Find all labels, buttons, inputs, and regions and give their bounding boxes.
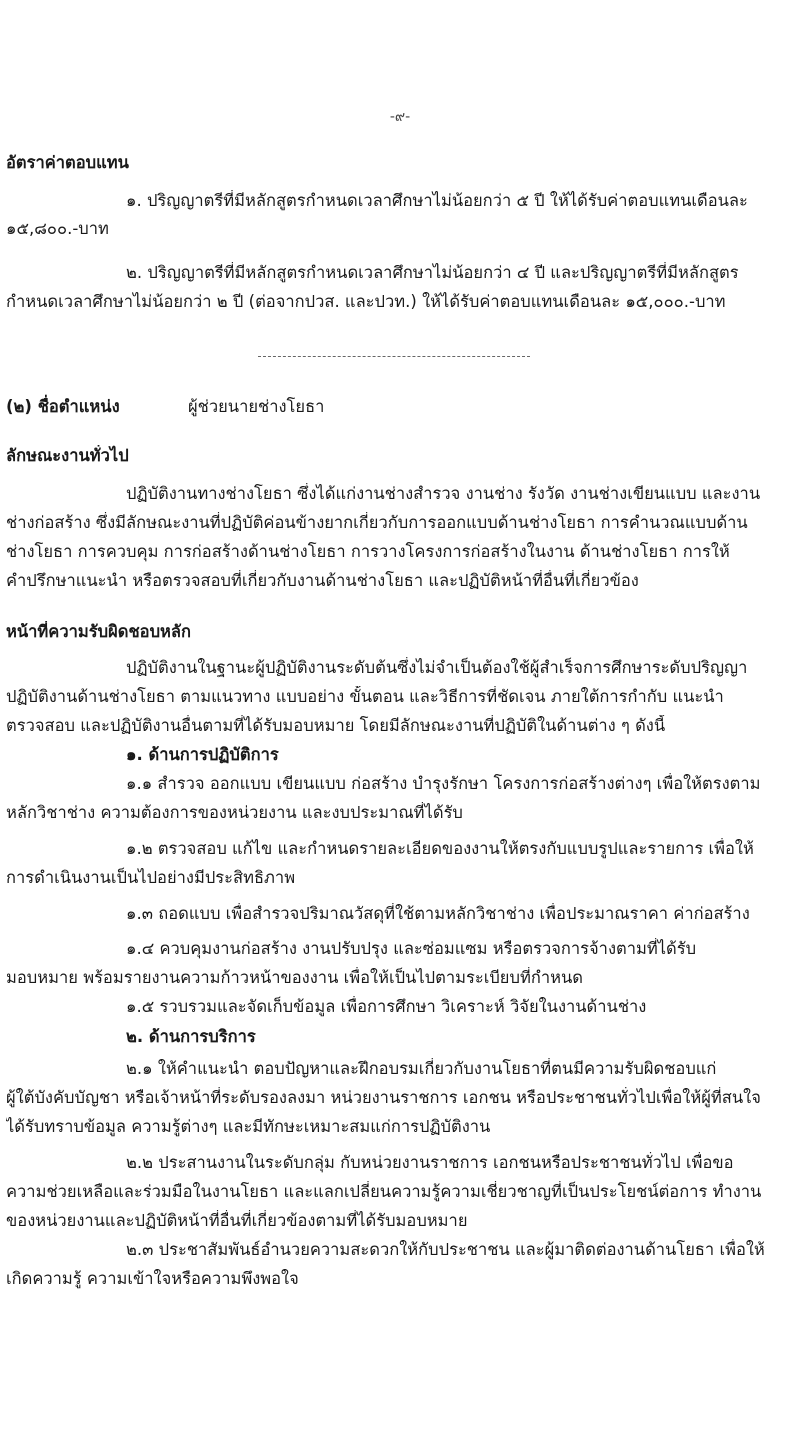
duties-intro-line: ตรวจสอบ และปฏิบัติงานอื่นตามที่ได้รับมอบหมาย โดยมีลักษณะงานที่ปฏิบัติในด้านต่าง ๆ ดังนี้ — [6, 716, 666, 735]
duty-item-cont: ผู้ใต้บังคับบัญชา หรือเจ้าหน้าที่ระดับรองลงมา หน่วยงานราชการ เอกชน หรือประชาชนทั่วไปเพื่อให้ผู้ที่สนใจ — [6, 1088, 761, 1107]
duty-item: ๑.๕ รวบรวมและจัดเก็บข้อมูล เพื่อการศึกษา วิเคราะห์ วิจัยในงานด้านช่าง — [126, 997, 647, 1016]
duty-item: ๑.๒ ตรวจสอบ แก้ไข และกำหนดรายละเอียดของงานให้ตรงกับแบบรูปและรายการ เพื่อให้ — [126, 839, 754, 858]
duties-intro-line: ปฏิบัติงานในฐานะผู้ปฏิบัติงานระดับต้นซึ่งไม่จำเป็นต้องใช้ผู้สำเร็จการศึกษาระดับปริญญา — [126, 658, 748, 677]
duties-intro-line: ปฏิบัติงานด้านช่างโยธา ตามแนวทาง แบบอย่าง ขั้นตอน และวิธีการที่ชัดเจน ภายใต้การกำกับ แนะนำ — [6, 687, 724, 706]
duty-item: ๑.๑ สำรวจ ออกแบบ เขียนแบบ ก่อสร้าง บำรุงรักษา โครงการก่อสร้างต่างๆ เพื่อให้ตรงตาม — [126, 774, 761, 793]
position-label: (๒) ชื่อตำแหน่ง — [6, 397, 120, 416]
duty-item: ๑.๓ ถอดแบบ เพื่อสำรวจปริมาณวัสดุที่ใช้ตามหลักวิชาช่าง เพื่อประมาณราคา ค่าก่อสร้าง — [126, 904, 750, 923]
compensation-item-2: ๒. ปริญญาตรีที่มีหลักสูตรกำหนดเวลาศึกษาไม่น้อยกว่า ๔ ปี และปริญญาตรีที่มีหลักสูตร — [126, 263, 739, 282]
duties-heading: หน้าที่ความรับผิดชอบหลัก — [6, 622, 192, 641]
separator-line — [258, 356, 530, 357]
duty-item: ๑.๔ ควบคุมงานก่อสร้าง งานปรับปรุง และซ่อมแซม หรือตรวจการจ้างตามที่ได้รับ — [126, 939, 697, 958]
general-line: ช่างโยธา การควบคุม การก่อสร้างด้านช่างโยธา การวางโครงการก่อสร้างในงาน ด้านช่างโยธา การให้ — [6, 542, 730, 561]
duty-item: ๒.๒ ประสานงานในระดับกลุ่ม กับหน่วยงานราชการ เอกชนหรือประชาชนทั่วไป เพื่อขอ — [126, 1153, 734, 1172]
position-value: ผู้ช่วยนายช่างโยธา — [188, 397, 325, 416]
general-heading: ลักษณะงานทั่วไป — [6, 446, 129, 465]
general-line: ช่างก่อสร้าง ซึ่งมีลักษณะงานที่ปฏิบัติค่อนข้างยากเกี่ยวกับการออกแบบด้านช่างโยธา การคำนวณแบบด้าน — [6, 513, 748, 532]
general-line: ปฏิบัติงานทางช่างโยธา ซึ่งได้แก่งานช่างสำรวจ งานช่าง รังวัด งานช่างเขียนแบบ และงาน — [126, 484, 761, 503]
duty-item-cont: เกิดความรู้ ความเข้าใจหรือความพึงพอใจ — [6, 1269, 299, 1288]
compensation-item-2-cont: กำหนดเวลาศึกษาไม่น้อยกว่า ๒ ปี (ต่อจากปวส. และปวท.) ให้ได้รับค่าตอบแทนเดือนละ ๑๕,๐๐๐.-บาท — [6, 292, 726, 311]
duty-item-cont: หลักวิชาช่าง ความต้องการของหน่วยงาน และงบประมาณที่ได้รับ — [6, 803, 463, 822]
page-number: -๙- — [389, 109, 411, 125]
compensation-heading: อัตราค่าตอบแทน — [6, 153, 129, 172]
duty-item-cont: ได้รับทราบข้อมูล ความรู้ต่างๆ และมีทักษะเหมาะสมแก่การปฏิบัติงาน — [6, 1117, 491, 1136]
compensation-item-1: ๑. ปริญญาตรีที่มีหลักสูตรกำหนดเวลาศึกษาไม่น้อยกว่า ๕ ปี ให้ได้รับค่าตอบแทนเดือนละ — [126, 191, 748, 210]
compensation-item-1-cont: ๑๕,๘๐๐.-บาท — [6, 219, 109, 238]
section-2-title: ๒. ด้านการบริการ — [126, 1027, 256, 1046]
section-1-title: ๑. ด้านการปฏิบัติการ — [126, 745, 279, 764]
duty-item-cont: ของหน่วยงานและปฏิบัติหน้าที่อื่นที่เกี่ยวข้องตามที่ได้รับมอบหมาย — [6, 1211, 468, 1230]
duty-item: ๒.๑ ให้คำแนะนำ ตอบปัญหาและฝึกอบรมเกี่ยวกับงานโยธาที่ตนมีความรับผิดชอบแก่ — [126, 1059, 717, 1078]
duty-item-cont: มอบหมาย พร้อมรายงานความก้าวหน้าของงาน เพื่อให้เป็นไปตามระเบียบที่กำหนด — [6, 968, 583, 987]
general-line: คำปรึกษาแนะนำ หรือตรวจสอบที่เกี่ยวกับงานด้านช่างโยธา และปฏิบัติหน้าที่อื่นที่เกี่ยวข้อง — [6, 571, 639, 590]
duty-item-cont: ความช่วยเหลือและร่วมมือในงานโยธา และแลกเปลี่ยนความรู้ความเชี่ยวชาญที่เป็นประโยชน์ต่อการ ทำงาน — [6, 1182, 762, 1201]
duty-item: ๒.๓ ประชาสัมพันธ์อำนวยความสะดวกให้กับประชาชน และผู้มาติดต่องานด้านโยธา เพื่อให้ — [126, 1240, 765, 1259]
duty-item-cont: การดำเนินงานเป็นไปอย่างมีประสิทธิภาพ — [6, 868, 296, 887]
